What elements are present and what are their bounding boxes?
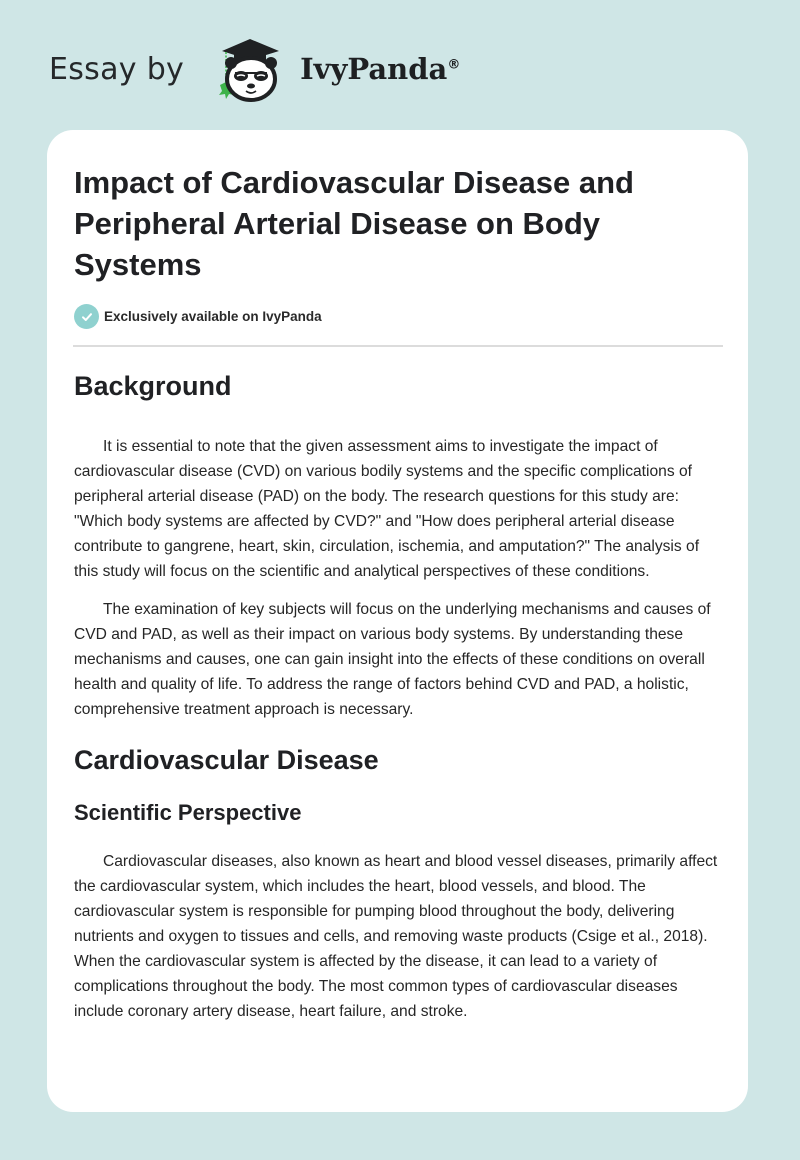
page-title: Impact of Cardiovascular Disease and Peripheral Arterial Disease on Body Systems	[74, 165, 634, 282]
site-header	[49, 34, 460, 104]
essay-body	[74, 366, 724, 1024]
brand-text: IvyPanda	[300, 52, 448, 86]
graduation-panda-icon[interactable]	[204, 34, 294, 104]
paragraph: The examination of key subjects will focus on the underlying mechanisms and causes of CVD and PAD, as well as their impact on various body systems. By understanding these mechanisms and causes, one can gain insight into the effects of these conditions on overall health and quality of life. To address the range of factors behind CVD and PAD, a holistic, comprehensive treatment approach is necessary.	[74, 601, 711, 718]
essay-by-label: Essay by	[49, 51, 185, 87]
paragraph: It is essential to note that the given assessment aims to investigate the impact of cardiovascular disease (CVD) on various bodily systems and the specific complications of peripheral arterial disease (PAD) on the body. The research questions for this study are: "Which body systems are affected by CVD?" and "How does peripheral arterial disease contribute to gangrene, heart, skin, circulation, ischemia, and amputation?" The analysis of this study will focus on the scientific and analytical perspectives of these conditions.	[74, 438, 700, 580]
check-circle-icon	[74, 304, 99, 329]
subsection-heading-scientific-perspective: Scientific Perspective	[74, 800, 302, 825]
brand-name[interactable]	[300, 52, 460, 86]
section-heading-cardiovascular-disease: Cardiovascular Disease	[74, 745, 379, 775]
paragraph: Cardiovascular diseases, also known as heart and blood vessel diseases, primarily affect the cardiovascular system, which includes the heart, blood vessels, and blood. The cardiovascular system is responsible for pumping blood throughout the body, delivering nutrients and oxygen to tissues and cells, and removing waste products (Csige et al., 2018). When the cardiovascular system is affected by the disease, it can lead to a variety of complications throughout the body. The most common types of cardiovascular diseases include coronary artery disease, heart failure, and stroke.	[74, 853, 718, 1020]
exclusive-badge	[74, 304, 322, 329]
registered-mark: ®	[447, 57, 461, 73]
exclusive-text: Exclusively available on IvyPanda	[104, 309, 322, 324]
essay-card	[47, 130, 748, 1112]
section-heading-background: Background	[74, 371, 232, 401]
divider	[73, 345, 723, 347]
